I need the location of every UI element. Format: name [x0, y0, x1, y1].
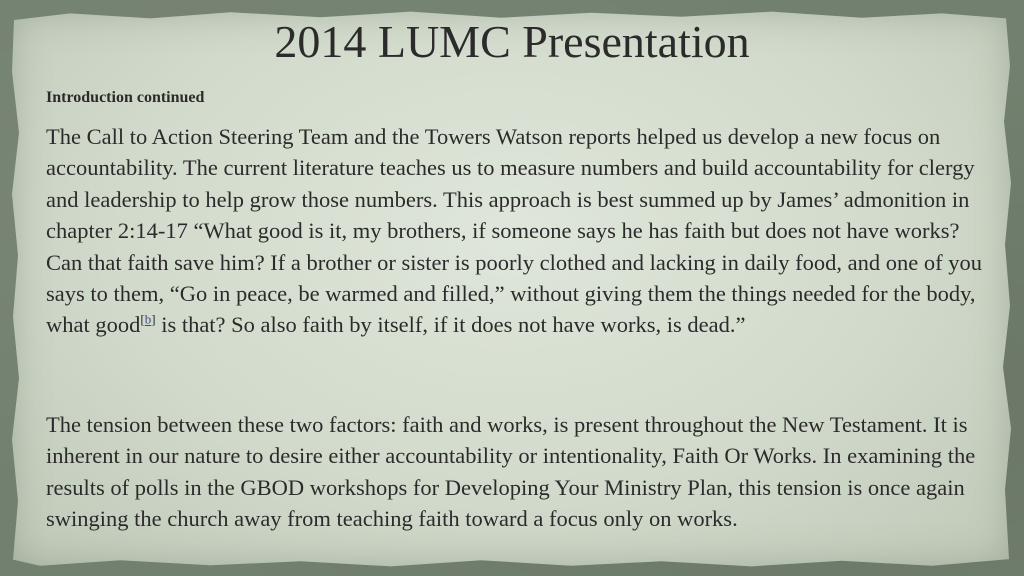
footnote-link-b[interactable]: b [144, 311, 152, 327]
body-paragraph-1 [46, 121, 996, 341]
footnote-reference [140, 312, 155, 327]
slide-title: 2014 LUMC Presentation [274, 16, 750, 67]
footnote-close-bracket: ] [151, 311, 156, 327]
paragraph-1-text: The Call to Action Steering Team and the Towers Watson reports helped us develop a new focus on accountability. The current literature teaches us to measure numbers and build accountability for clergy and leadership to help grow those numbers. This approach is best summed up by James’ admonition in chapter 2:14-17 “What good is it, my brothers, if someone says he has faith but does not have works? Can that faith save him? If a brother or sister is poorly clothed and lacking in daily food, and one of you says to them, “Go in peace, be warmed and filled,” without giving them the things needed for the body, what good [46, 124, 983, 338]
slide-subheading: Introduction continued [46, 89, 205, 106]
footnote-open-bracket: [ [140, 311, 145, 327]
body-paragraph-2: The tension between these two factors: faith and works, is present throughout the New Testament. It is inherent in our nature to desire either accountability or intentionality, Faith Or Works. In examining the results of polls in the GBOD workshops for Developing Your Ministry Plan, this tension is once again swinging the church away from teaching faith toward a focus only on works. [46, 412, 976, 532]
paragraph-1-continuation: is that? So also faith by itself, if it does not have works, is dead.” [155, 312, 746, 338]
